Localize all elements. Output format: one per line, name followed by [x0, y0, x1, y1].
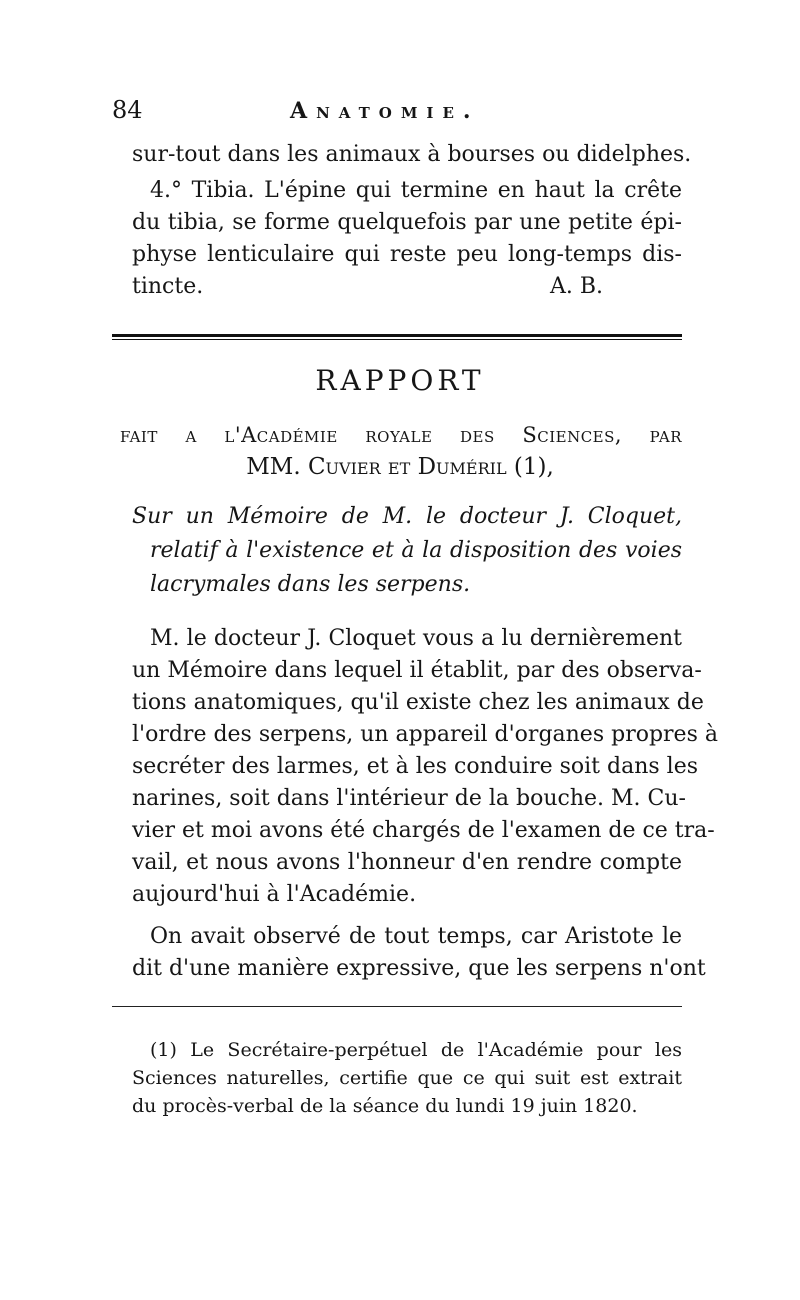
footnote-line: Sciences naturelles, certifie que ce qui suit est extrait	[132, 1067, 682, 1089]
text-line: vail, et nous avons l'honneur d'en rendre compte	[132, 850, 682, 875]
text-line: du tibia, se forme quelquefois par une petite épi-	[132, 210, 682, 235]
text-line: aujourd'hui à l'Académie.	[132, 882, 417, 907]
running-title: Anatomie.	[290, 98, 480, 124]
report-subject-line: Sur un Mémoire de M. le docteur J. Cloquet,	[132, 504, 682, 529]
page-number: 84	[112, 96, 143, 124]
report-subject-line: lacrymales dans les serpens.	[150, 572, 471, 597]
report-authors: MM. Cuvier et Duméril (1),	[246, 454, 554, 480]
text-line: narines, soit dans l'intérieur de la bouche. M. Cu-	[132, 786, 686, 811]
footnote-line: (1) Le Secrétaire-perpétuel de l'Académie pour les	[150, 1039, 682, 1061]
text-line: un Mémoire dans lequel il établit, par des observa-	[132, 658, 702, 683]
signature: A. B.	[550, 274, 604, 299]
report-title: RAPPORT	[315, 364, 485, 397]
footnote-divider	[112, 1006, 682, 1007]
text-line: secréter des larmes, et à les conduire soit dans les	[132, 754, 699, 779]
footnote-line: du procès-verbal de la séance du lundi 19 juin 1820.	[132, 1095, 638, 1117]
text-line: M. le docteur J. Cloquet vous a lu dernièrement	[150, 626, 682, 651]
text-line: physe lenticulaire qui reste peu long-temps dis-	[132, 242, 682, 267]
report-subtitle: fait a l'Académie royale des Sciences, par	[120, 423, 682, 447]
text-line: 4.° Tibia. L'épine qui termine en haut la crête	[150, 178, 682, 203]
text-line: vier et moi avons été chargés de l'examen de ce tra-	[132, 818, 715, 843]
text-line: l'ordre des serpens, un appareil d'organes propres à	[132, 722, 718, 747]
text-line: tions anatomiques, qu'il existe chez les animaux de	[132, 690, 704, 715]
report-subject-line: relatif à l'existence et à la disposition des voies	[150, 538, 682, 563]
text-line: On avait observé de tout temps, car Aristote le	[150, 924, 682, 949]
text-line: dit d'une manière expressive, que les serpens n'ont	[132, 956, 706, 981]
text-line: sur-tout dans les animaux à bourses ou didelphes.	[132, 142, 692, 167]
section-divider	[112, 334, 682, 340]
text-line: tincte.	[132, 274, 204, 299]
